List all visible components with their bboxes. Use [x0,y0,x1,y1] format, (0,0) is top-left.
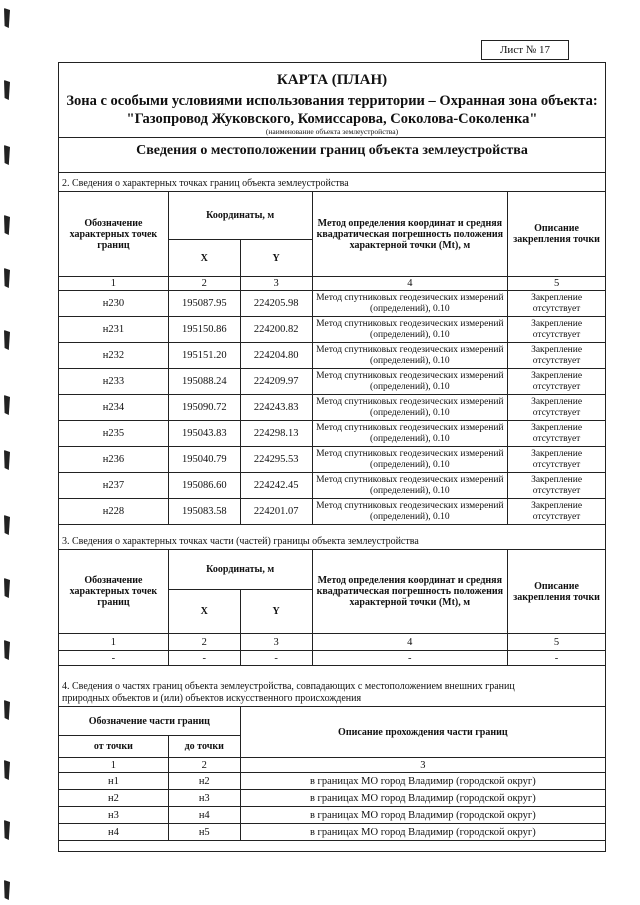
table-row [59,343,606,369]
from-point: н2 [59,790,169,807]
point-id: н235 [59,421,169,447]
method: Метод спутниковых геодезических измерений (определений), 0.10 [312,499,508,525]
coord-y: 224204.80 [240,343,312,369]
column-number: 1 [59,277,169,291]
coord-x: 195090.72 [168,395,240,421]
table-row [59,790,606,807]
point-id: н231 [59,317,169,343]
from-point: н4 [59,824,169,841]
column-number: 4 [312,634,508,651]
header-y: Y [240,240,312,277]
method: Метод спутниковых геодезических измерений (определений), 0.10 [312,369,508,395]
coord-x: 195150.86 [168,317,240,343]
fixing-desc: Закрепление отсутствует [508,395,606,421]
table-row [59,317,606,343]
table-row [59,824,606,841]
zone-line-2: "Газопровод Жуковского, Комиссарова, Соколова-Соколенка" [126,111,538,127]
points-table [58,191,606,525]
table-row [59,499,606,525]
coord-y: 224205.98 [240,291,312,317]
method: Метод спутниковых геодезических измерений (определений), 0.10 [312,473,508,499]
empty-cell: - [59,651,169,666]
section-4-title-line-1: 4. Сведения о частях границ объекта землеустройства, совпадающих с местоположением внешних границ [62,681,515,692]
method: Метод спутниковых геодезических измерений (определений), 0.10 [312,317,508,343]
table-row [59,421,606,447]
doc-title: КАРТА (ПЛАН) [276,72,388,88]
table-row [59,369,606,395]
zone-caption: (наименование объекта землеустройства) [265,127,399,136]
coord-y: 224200.82 [240,317,312,343]
from-point: н3 [59,807,169,824]
zone-line-1: Зона с особыми условиями использования территории – Охранная зона объекта: [66,93,598,109]
fixing-desc: Закрепление отсутствует [508,343,606,369]
passage-desc: в границах МО город Владимир (городской округ) [240,790,605,807]
header-point: Обозначение характерных точек границ [59,550,169,634]
coord-y: 224298.13 [240,421,312,447]
header-point: Обозначение характерных точек границ [59,192,169,277]
column-number: 1 [59,758,169,773]
binding-holes [4,0,14,905]
empty-cell: - [240,651,312,666]
column-number: 1 [59,634,169,651]
part-points-table [58,549,606,666]
header-desc: Описание закрепления точки [508,550,606,634]
section-4-title [62,681,602,705]
divider [58,137,606,138]
empty-cell: - [312,651,508,666]
section-4-title-line-2: природных объектов и (или) объектов искусственного происхождения [62,693,362,704]
fixing-desc: Закрепление отсутствует [508,499,606,525]
column-number: 5 [508,277,606,291]
to-point: н5 [168,824,240,841]
coord-y: 224201.07 [240,499,312,525]
section-3-title: 3. Сведения о характерных точках части (частей) границы объекта землеустройства [62,536,419,547]
fixing-desc: Закрепление отсутствует [508,317,606,343]
column-number: 2 [168,634,240,651]
coord-x: 195043.83 [168,421,240,447]
point-id: н228 [59,499,169,525]
fixing-desc: Закрепление отсутствует [508,473,606,499]
point-id: н230 [59,291,169,317]
fixing-desc: Закрепление отсутствует [508,447,606,473]
header-desc: Описание закрепления точки [508,192,606,277]
coord-y: 224209.97 [240,369,312,395]
zone-title [58,92,606,128]
sheet-number: Лист № 17 [481,40,569,60]
header-from: от точки [59,736,169,758]
coord-x: 195040.79 [168,447,240,473]
table-row [59,395,606,421]
coord-x: 195087.95 [168,291,240,317]
divider [58,172,606,173]
fixing-desc: Закрепление отсутствует [508,369,606,395]
point-id: н236 [59,447,169,473]
to-point: н2 [168,773,240,790]
header-coords: Координаты, м [168,550,312,590]
fixing-desc: Закрепление отсутствует [508,421,606,447]
column-number: 4 [312,277,508,291]
header-coords: Координаты, м [168,192,312,240]
header-x: X [168,240,240,277]
column-number: 2 [168,758,240,773]
header-method: Метод определения координат и средняя квадратическая погрешность положения характерной точки (Mt), м [312,192,508,277]
table-row [59,473,606,499]
method: Метод спутниковых геодезических измерений (определений), 0.10 [312,421,508,447]
point-id: н233 [59,369,169,395]
to-point: н4 [168,807,240,824]
method: Метод спутниковых геодезических измерений (определений), 0.10 [312,291,508,317]
coord-x: 195151.20 [168,343,240,369]
empty-cell: - [508,651,606,666]
header-passage: Описание прохождения части границ [240,707,605,758]
coord-y: 224242.45 [240,473,312,499]
method: Метод спутниковых геодезических измерений (определений), 0.10 [312,395,508,421]
table-row [59,773,606,790]
to-point: н3 [168,790,240,807]
from-point: н1 [59,773,169,790]
coord-x: 195088.24 [168,369,240,395]
boundary-parts-table [58,706,606,841]
coord-y: 224295.53 [240,447,312,473]
coord-x: 195083.58 [168,499,240,525]
method: Метод спутниковых геодезических измерений (определений), 0.10 [312,447,508,473]
point-id: н237 [59,473,169,499]
header-to: до точки [168,736,240,758]
column-number: 5 [508,634,606,651]
point-id: н234 [59,395,169,421]
column-number: 3 [240,634,312,651]
section-2-title: 2. Сведения о характерных точках границ объекта землеустройства [62,178,349,189]
method: Метод спутниковых геодезических измерений (определений), 0.10 [312,343,508,369]
header-y: Y [240,590,312,634]
passage-desc: в границах МО город Владимир (городской округ) [240,773,605,790]
column-number: 3 [240,758,605,773]
passage-desc: в границах МО город Владимир (городской округ) [240,824,605,841]
coord-y: 224243.83 [240,395,312,421]
passage-desc: в границах МО город Владимир (городской округ) [240,807,605,824]
section-title: Сведения о местоположении границ объекта землеустройства [136,143,528,158]
table-row [59,807,606,824]
empty-cell: - [168,651,240,666]
table-row [59,447,606,473]
header-x: X [168,590,240,634]
column-number: 3 [240,277,312,291]
header-part: Обозначение части границ [59,707,241,736]
header-method: Метод определения координат и средняя квадратическая погрешность положения характерной точки (Mt), м [312,550,508,634]
fixing-desc: Закрепление отсутствует [508,291,606,317]
table-row [59,291,606,317]
coord-x: 195086.60 [168,473,240,499]
column-number: 2 [168,277,240,291]
point-id: н232 [59,343,169,369]
